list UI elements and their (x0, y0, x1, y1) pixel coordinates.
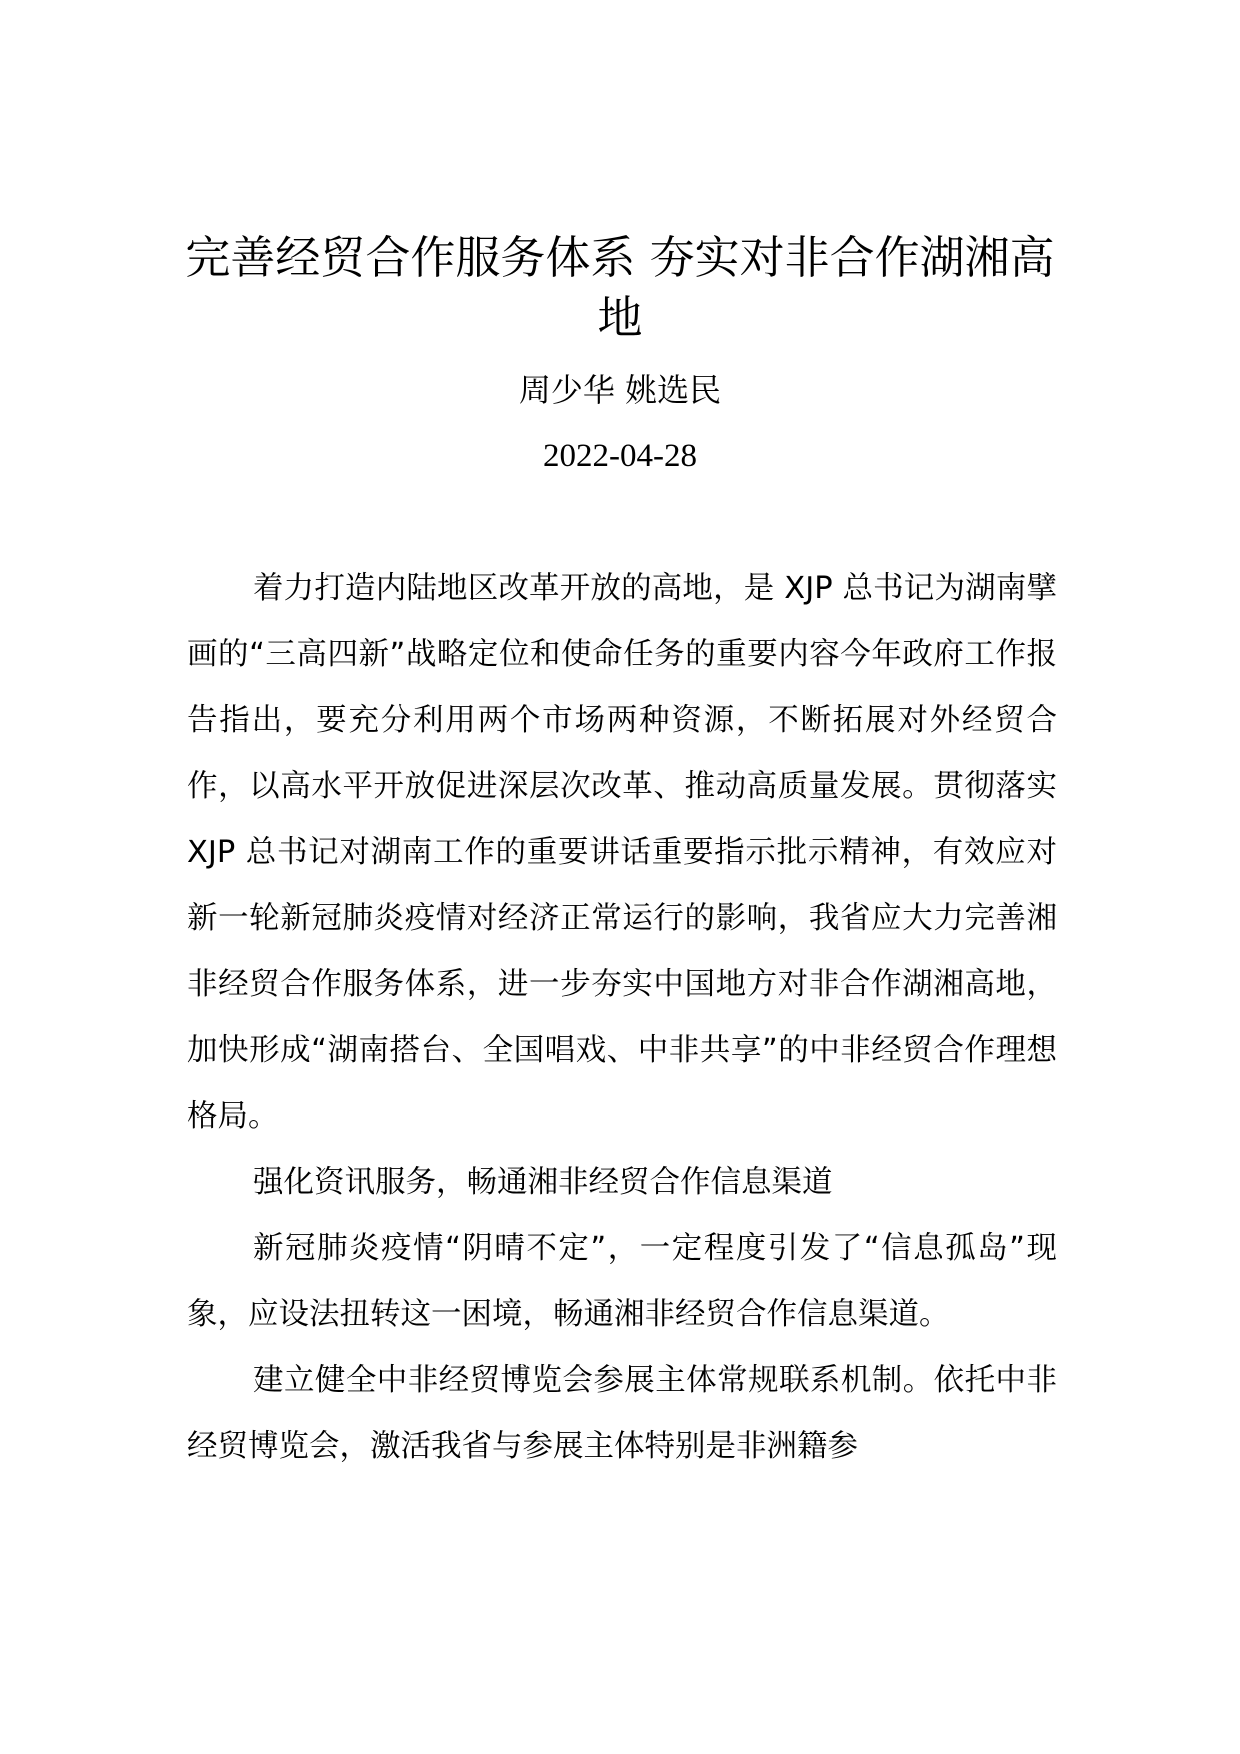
document-title: 完善经贸合作服务体系 夯实对非合作湖湘高地 (185, 231, 1055, 344)
document-date: 2022-04-28 (543, 438, 697, 474)
document-body (187, 556, 1057, 1480)
section-heading: 强化资讯服务，畅通湘非经贸合作信息渠道 (253, 1165, 833, 1200)
paragraph-intro: 着力打造内陆地区改革开放的高地，是 XJP 总书记为湖南擘画的“三高四新”战略定位和使命任务的重要内容今年政府工作报告指出，要充分利用两个市场两种资源，不断拓展对外经贸合作，以高水平开放促进深层次改革、推动高质量发展。贯彻落实 XJP 总书记对湖南工作的重要讲话重要指示批示精神，有效应对新一轮新冠肺炎疫情对经济正常运行的影响，我省应大力完善湘非经贸合作服务体系，进一步夯实中国地方对非合作湖湘高地，加快形成“湖南搭台、全国唱戏、中非共享”的中非经贸合作理想格局。 (187, 571, 1057, 1134)
document-authors: 周少华 姚选民 (518, 371, 722, 409)
paragraph: 新冠肺炎疫情“阴晴不定”，一定程度引发了“信息孤岛”现象，应设法扭转这一困境，畅通湘非经贸合作信息渠道。 (187, 1231, 1057, 1332)
paragraph: 建立健全中非经贸博览会参展主体常规联系机制。依托中非经贸博览会，激活我省与参展主体特别是非洲籍参 (187, 1363, 1057, 1464)
